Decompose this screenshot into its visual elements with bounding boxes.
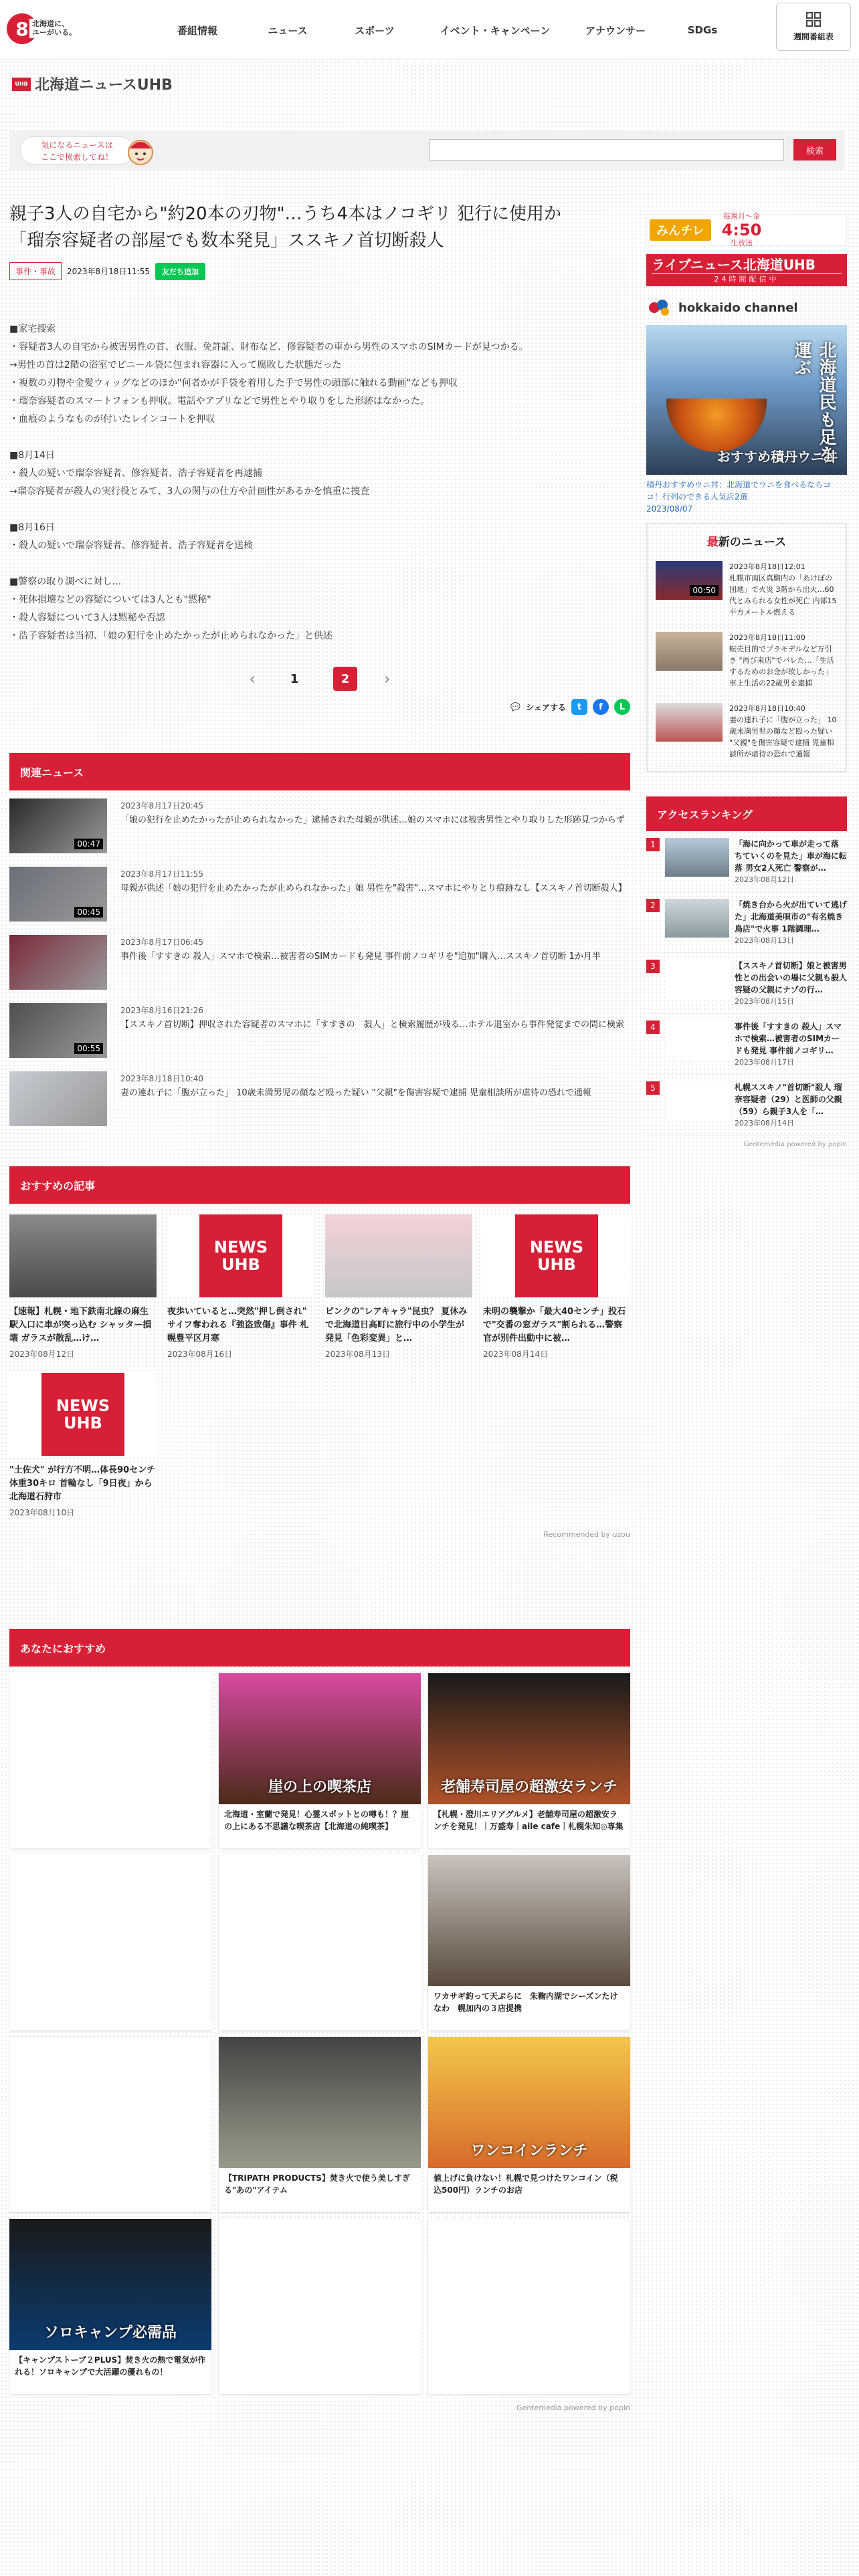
ranking-date: 2023年08月12日 [735, 875, 794, 884]
related-thumbnail [9, 798, 107, 853]
article-body [9, 320, 630, 645]
live-news-sub: 24時間配信中 [652, 273, 842, 284]
recommended-card[interactable] [483, 1214, 630, 1360]
search-bar [9, 131, 844, 170]
related-date: 2023年8月17日06:45 [120, 938, 204, 947]
live-news-banner[interactable] [646, 254, 847, 286]
tv-schedule-button[interactable] [776, 3, 851, 51]
ranking-item[interactable] [646, 1075, 847, 1136]
video-duration: 00:45 [74, 907, 103, 918]
hokkaido-channel-text: hokkaido channel [678, 300, 798, 315]
article-title-line2: 「瑠奈容疑者の部屋でも数本発見」ススキノ首切断殺人 [9, 231, 444, 251]
nav-sdgs[interactable]: SDGs [687, 24, 718, 36]
for-you-card[interactable] [428, 1855, 630, 2030]
latest-text [729, 632, 838, 689]
facebook-share-icon[interactable]: f [593, 699, 609, 715]
for-you-thumbnail [219, 2037, 421, 2168]
minchi-suffix: 生放送 [730, 239, 753, 247]
for-you-thumbnail [428, 1673, 630, 1804]
ranking-text [735, 1081, 847, 1128]
ranking-item[interactable] [646, 831, 847, 892]
recommended-date: 2023年08月16日 [167, 1350, 233, 1359]
recommended-date: 2023年08月14日 [483, 1350, 549, 1359]
ranking-text [735, 838, 847, 885]
news-uhb-logo [515, 1214, 598, 1297]
prev-page-icon[interactable]: ‹ [249, 669, 256, 688]
ranking-title: 【ススキノ首切断】娘と被害男性との出会いの場に父親も殺人容疑の父親にナゾの行… [735, 961, 848, 994]
related-item[interactable] [9, 927, 630, 995]
tv-schedule-label: 週間番組表 [793, 31, 834, 41]
related-news [9, 753, 630, 1132]
latest-text [729, 561, 838, 618]
article-spacer [9, 501, 630, 519]
nav-announcers[interactable]: アナウンサー [585, 24, 646, 37]
feature-title: 北海道民も足を運ぶ [791, 341, 836, 463]
ranking-date: 2023年08月14日 [735, 1119, 794, 1128]
ranking-title: 事件後「すすきの 殺人」スマホで検索…被害者のSIMカードも発見 事件前ノコギリ… [735, 1022, 842, 1055]
news-uhb-logo-line2: UHB [221, 1255, 260, 1274]
for-you-title: 【札幌・澄川エリアグルメ】老舗寿司屋の超激安ランチを発見！｜万盛寿｜aile cafe｜札幌朱知◎専集 [434, 1810, 624, 1831]
logo-tagline-1: 北海道に、 [32, 19, 69, 28]
video-duration: 00:50 [690, 585, 719, 596]
hokkaido-channel-icon [646, 298, 673, 317]
recommended-thumbnail [167, 1214, 314, 1297]
article-meta [9, 262, 630, 280]
minchi-time [722, 212, 762, 248]
grid-icon [806, 12, 821, 27]
ranking-title: 札幌ススキノ"首切断"殺人 瑠奈容疑者（29）と医師の父親（59）ら親子3人を「… [735, 1083, 842, 1116]
article-paragraph: ・瑠奈容疑者のスマートフォンも押収。電話やアプリなどで男性とやり取りをした形跡はなかった。 [9, 396, 430, 407]
related-date: 2023年8月17日11:55 [120, 869, 204, 879]
news-uhb-logo [41, 1373, 124, 1456]
recommended-title: "土佐犬" が行方不明…体長90センチ 体重30キロ 首輪なし「9日夜」から 北海道石狩市 [9, 1465, 156, 1502]
latest-thumbnail [656, 632, 723, 671]
article-paragraph: ・容疑者3人の自宅から被害男性の首、衣服、免許証、財布など、修容疑者の車から男性のスマホのSIMカードが見つかる。 [9, 342, 529, 352]
feature-caption-link[interactable] [646, 479, 847, 515]
for-you-empty-slot [219, 1855, 421, 2030]
article-paragraph: ■8月16日 [9, 522, 55, 533]
recommended-thumbnail [325, 1214, 472, 1297]
ranking-date: 2023年08月15日 [735, 997, 794, 1006]
article-spacer [9, 555, 630, 573]
related-text [120, 1071, 591, 1132]
minchi-time-value: 4:50 [721, 221, 762, 239]
article-paragraph: ■警察の取り調べに対し… [9, 576, 122, 587]
latest-heading-rest: 新のニュース [718, 536, 787, 549]
news-uhb-logo-line1: NEWS [529, 1238, 584, 1257]
latest-heading-prefix: 最 [706, 536, 719, 549]
page-2-current[interactable]: 2 [333, 667, 357, 691]
ranking-text [735, 899, 847, 946]
related-date: 2023年8月16日21:26 [120, 1006, 204, 1015]
for-you-empty-slot [9, 1855, 211, 2030]
latest-text [729, 703, 838, 760]
ranking-title: 「海に向かって車が走って落ちていくのを見た」車が海に転落 男女2人死亡 警察が… [735, 839, 847, 873]
main-nav [147, 0, 743, 60]
latest-title: 転売目的でプラモデルなど万引き "再び来店"でバレた…「生活するためのお金が欲しかった」車上生活の22歳男を逮捕 [729, 645, 834, 687]
for-you-card[interactable] [9, 2219, 211, 2394]
related-date: 2023年8月18日10:40 [120, 1074, 204, 1083]
ranking-text [735, 1021, 847, 1067]
ranking-thumbnail [665, 1081, 729, 1120]
ranking-date: 2023年08月13日 [735, 936, 794, 945]
share-bar [9, 699, 630, 715]
for-you-title: 【キャンプストーブ２PLUS】焚き火の熱で電気が作れる！ソロキャンプで大活躍の優れもの！ [15, 2355, 206, 2377]
related-item[interactable] [9, 1063, 630, 1132]
ranking-heading: アクセスランキング [646, 796, 847, 831]
logo-tagline-2: ユーがいる。 [32, 27, 76, 37]
ranking-powered-by[interactable]: Gentemedia powered by popIn [743, 1141, 847, 1148]
video-duration: 00:47 [74, 839, 103, 849]
rank-number: 2 [646, 899, 660, 912]
for-you-card[interactable] [428, 1673, 630, 1848]
for-you-thumbnail [219, 1673, 421, 1804]
for-you-empty-slot [9, 2037, 211, 2212]
related-item[interactable] [9, 790, 630, 859]
minchi-logo: みんチレ [650, 219, 711, 241]
article-paragraph: ・殺人の疑いで瑠奈容疑者、修容疑者、浩子容疑者を再逮捕 [9, 468, 262, 479]
hokkaido-channel-logo[interactable] [646, 294, 847, 321]
article-paragraph: ■家宅捜索 [9, 324, 56, 334]
article-paragraph: ・浩子容疑者は当初、「娘の犯行を止めたかったが止められなかった」と供述 [9, 631, 332, 641]
search-input[interactable] [430, 139, 784, 160]
page-1[interactable]: 1 [290, 671, 299, 686]
line-add-friend-button[interactable]: 友だち追加 [155, 263, 205, 280]
site-brand[interactable] [12, 74, 173, 94]
speech-bubble-icon: 💬 [510, 702, 521, 712]
related-title: 妻の連れ子に「腹が立った」 10歳未満男児の顔など殴った疑い "父親"を傷害容疑で逮捕 児童相談所が虐待の恐れで通報 [120, 1088, 591, 1098]
nav-programs[interactable]: 番組情報 [177, 24, 217, 37]
for-you-card[interactable] [219, 2037, 421, 2212]
rank-number: 4 [646, 1021, 660, 1034]
ranking-thumbnail [665, 960, 729, 998]
related-thumbnail [9, 1003, 107, 1058]
article-paragraph: ■8月14日 [9, 450, 55, 461]
related-item[interactable] [9, 859, 630, 927]
related-thumbnail [9, 867, 107, 922]
feature-caption: 積丹おすすめウニ丼：北海道でウニを食べるならココ！行列のできる人気店2選 [646, 480, 832, 502]
recommended-by[interactable]: Recommended by uzou [543, 1530, 630, 1539]
nav-sports[interactable]: スポーツ [355, 24, 395, 37]
news-uhb-logo-line1: NEWS [213, 1238, 268, 1257]
thumbnail-caption: 老舗寿司屋の超激安ランチ [440, 1779, 617, 1796]
related-text [120, 867, 627, 927]
feature-date: 2023/08/07 [646, 504, 693, 514]
search-prompt-line2: ここで検索してね！ [40, 152, 113, 162]
related-thumbnail [9, 935, 107, 990]
recommended-title: ピンクの"レアキャラ"昆虫？ 夏休みで北海道日高町に旅行中の小学生が発見「色彩変異」と… [325, 1307, 468, 1344]
recommended-date: 2023年08月12日 [9, 1350, 75, 1359]
article-paragraph: ・殺人容疑について3人は黙秘や否認 [9, 613, 165, 623]
latest-item[interactable] [656, 554, 838, 625]
latest-title: 札幌市南区真駒内の「あけぼの団地」で火災 3階から出火…60代とみられる女性が死亡 内部15平方メートル燃える [729, 574, 837, 617]
for-you-thumbnail [428, 1855, 630, 1986]
ranking-item[interactable] [646, 953, 847, 1014]
rank-number: 1 [646, 838, 660, 851]
ranking-date: 2023年08月17日 [735, 1058, 794, 1067]
recommended-thumbnail [483, 1214, 630, 1297]
article-title-line1: 親子3人の自宅から"約20本の刃物"…うち4本はノコギリ 犯行に使用か [9, 204, 562, 224]
recommended-card[interactable] [325, 1214, 472, 1360]
news-uhb-logo-line1: NEWS [56, 1396, 110, 1415]
related-thumbnail [9, 1071, 107, 1126]
rank-number: 5 [646, 1081, 660, 1095]
related-item[interactable] [9, 995, 630, 1063]
recommended-title: 未明の襲撃か「最大40センチ」投石で"交番の窓ガラス"割られる…警察官が別件出動中に被… [483, 1307, 626, 1344]
article [9, 201, 630, 715]
related-text [120, 935, 601, 995]
recommended-title: 【速報】札幌・地下鉄南北線の麻生駅入口に車が突っ込む シャッター損壊 ガラスが散乱…け… [9, 1307, 152, 1344]
ranking-title: 「焼き台から火が出ていて逃げた」北海道美唄市の"有名焼き鳥店"で火事 1階調理… [735, 900, 848, 934]
for-you-thumbnail [428, 2037, 630, 2168]
latest-item[interactable] [656, 625, 838, 696]
article-paragraph: ・殺人の疑いで瑠奈容疑者、修容疑者、浩子容疑者を送検 [9, 540, 253, 551]
article-date: 2023年8月18日11:55 [67, 267, 151, 276]
site-header [0, 0, 859, 60]
for-you-title: ワカサギ釣って天ぷらに 朱鞠内湖でシーズンたけなわ 幌加内の３店提携 [434, 1992, 618, 2013]
uni-bowl-image [666, 399, 767, 452]
site-brand-title: 北海道ニュースUHB [35, 77, 173, 94]
recommended-date: 2023年08月10日 [9, 1508, 75, 1517]
category-tag[interactable]: 事件・事故 [9, 262, 62, 280]
recommended-thumbnail [9, 1373, 157, 1456]
recommended-card[interactable] [167, 1214, 314, 1360]
minchi-days: 毎週月～金 [723, 212, 760, 221]
ranking-text [735, 960, 847, 1006]
recommended-heading: おすすめの記事 [9, 1166, 630, 1204]
mascot-icon [124, 134, 157, 169]
search-prompt [20, 136, 134, 165]
latest-date: 2023年8月18日10:40 [729, 704, 805, 713]
ranking-thumbnail [665, 899, 729, 938]
for-you-empty-slot [9, 1673, 211, 1848]
uhb-badge: UHB [12, 78, 31, 91]
for-you-card[interactable] [428, 2037, 630, 2212]
for-you-title: 北海道・室蘭で発見！心霊スポットとの噂も！？崖の上にある不思議な喫茶店【北海道の純喫茶】 [224, 1810, 409, 1831]
article-paragraph: ・複数の刃物や金髪ウィッグなどのほか"何者かが手袋を着用した手で男性の頭部に触れる動画"なども押収 [9, 378, 458, 389]
article-title [9, 201, 630, 254]
twitter-share-icon[interactable]: t [571, 699, 587, 715]
for-you-empty-slot [219, 2219, 421, 2394]
for-you-thumbnail [9, 2219, 211, 2350]
latest-thumbnail [656, 703, 723, 742]
related-text [120, 1003, 624, 1063]
latest-item[interactable] [656, 696, 838, 767]
article-spacer [9, 429, 630, 447]
related-text [120, 798, 625, 859]
feature-image[interactable] [646, 325, 847, 475]
recommended-thumbnail [9, 1214, 157, 1297]
share-label: シェアする [526, 702, 566, 712]
latest-news [646, 523, 847, 772]
latest-news-heading [656, 532, 838, 549]
for-you-heading: あなたにおすすめ [9, 1629, 630, 1667]
next-page-icon[interactable]: › [384, 669, 391, 688]
related-title: 事件後「すすきの 殺人」スマホで検索…被害者のSIMカードも発見 事件前ノコギリを"追加"購入…ススキノ首切断 1か月半 [120, 952, 601, 962]
for-you-title: 【TRIPATH PRODUCTS】焚き火で使う美しすぎる"あの"アイテム [224, 2173, 410, 2195]
search-prompt-line1: 気になるニュースは [41, 140, 113, 150]
recommended-articles [9, 1166, 630, 1539]
rank-number: 3 [646, 960, 660, 973]
thumbnail-caption: ワンコインランチ [470, 2143, 588, 2159]
latest-date: 2023年8月18日11:00 [729, 633, 805, 642]
latest-thumbnail [656, 561, 723, 600]
ranking-thumbnail [665, 1021, 729, 1059]
ranking-thumbnail [665, 838, 729, 877]
uhb-logo[interactable]: 8 [7, 13, 37, 44]
recommended-date: 2023年08月13日 [325, 1350, 391, 1359]
article-paragraph: ・血痕のようなものが付いたレインコートを押収 [9, 414, 215, 425]
sidebar [646, 214, 847, 1148]
news-uhb-logo-line2: UHB [537, 1255, 576, 1274]
latest-title: 妻の連れ子に「腹が立った」 10歳未満男児の顔など殴った疑い "父親"を傷害容疑で逮捕 児童相談所が虐待の恐れで通報 [729, 716, 837, 758]
logo-tagline [29, 19, 79, 38]
for-you-empty-slot [428, 2219, 630, 2394]
ranking-item[interactable] [646, 892, 847, 953]
pagination [9, 665, 630, 692]
video-duration: 00:55 [74, 1043, 103, 1054]
article-paragraph: →瑠奈容疑者が殺人の実行役とみて、3人の関与の仕方や計画性があるかを慎重に捜査 [9, 486, 370, 497]
article-paragraph: →男性の首は2階の浴室でビニール袋に包まれ容器に入って腐敗した状態だった [9, 360, 342, 370]
search-button[interactable]: 検索 [793, 139, 836, 160]
related-heading: 関連ニュース [9, 753, 630, 790]
line-share-icon[interactable]: L [614, 699, 630, 715]
related-title: 「娘の犯行を止めたかったが止められなかった」逮捕された母親が供述…娘のスマホには被害男性とやり取りした形跡見つからず [120, 815, 625, 825]
access-ranking [646, 796, 847, 1148]
for-you-powered-by[interactable]: Gentemedia powered by popIn [516, 2403, 630, 2412]
for-you [9, 1629, 630, 2412]
feature-label: おすすめ積丹ウニ丼 [717, 449, 838, 465]
related-date: 2023年8月17日20:45 [120, 801, 204, 811]
article-paragraph: ・死体損壊などの容疑については3人とも"黙秘" [9, 595, 211, 605]
minchi-banner[interactable] [646, 214, 847, 246]
ranking-item[interactable] [646, 1014, 847, 1075]
news-uhb-logo [199, 1214, 282, 1297]
for-you-title: 値上げに負けない！札幌で見つけたワンコイン（税込500円）ランチのお店 [434, 2173, 618, 2195]
related-title: 【ススキノ首切断】押収された容疑者のスマホに「すすきの 殺人」と検索履歴が残る…ホテル退室から事件発覚までの間に検索 [120, 1020, 624, 1030]
related-title: 母親が供述「娘の犯行を止めたかったが止められなかった」娘 男性を"殺害"…スマホにやりとり痕跡なし【ススキノ首切断殺人】 [120, 883, 627, 893]
news-uhb-logo-line2: UHB [64, 1414, 102, 1432]
thumbnail-caption: 崖の上の喫茶店 [268, 1779, 371, 1796]
live-news-title: ライブニュース北海道UHB [652, 256, 816, 273]
recommended-card[interactable] [9, 1373, 157, 1518]
recommended-title: 夜歩いていると…突然"押し倒され" サイフ奪われる『強盗致傷』事件 札幌豊平区月寒 [167, 1307, 309, 1344]
nav-events[interactable]: イベント・キャンペーン [440, 24, 551, 37]
for-you-card[interactable] [219, 1673, 421, 1848]
latest-date: 2023年8月18日12:01 [729, 562, 805, 571]
thumbnail-caption: ソロキャンプ必需品 [43, 2325, 177, 2341]
recommended-card[interactable] [9, 1214, 157, 1360]
nav-news[interactable]: ニュース [268, 24, 308, 37]
